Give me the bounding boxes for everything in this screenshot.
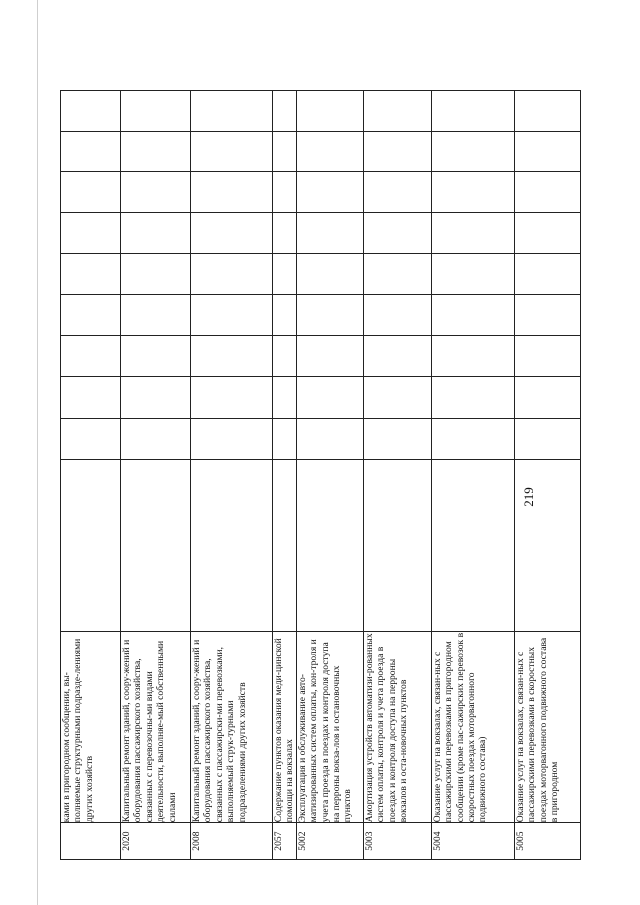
empty-value-cell (273, 171, 297, 212)
empty-value-cell (514, 377, 580, 418)
empty-value-cell (61, 171, 121, 212)
empty-value-cell (296, 171, 363, 212)
empty-value-cell (121, 253, 191, 294)
empty-value-cell (61, 377, 121, 418)
empty-value-cell (121, 377, 191, 418)
empty-value-cell (296, 253, 363, 294)
table-row (431, 91, 514, 860)
empty-value-cell (61, 253, 121, 294)
row-description-cell: Эксплуатация и обслуживание авто-матизированных систем оплаты, кон-троля и учета проезда в поездах и контроля доступа на перроны вокза-лов и остановочных пунктов (296, 631, 363, 823)
table-row (273, 91, 297, 860)
empty-value-cell (121, 171, 191, 212)
row-code-cell: 2057 (273, 823, 297, 860)
empty-value-cell (431, 295, 514, 336)
empty-value-cell (431, 132, 514, 171)
empty-value-cell (61, 91, 121, 132)
empty-value-cell (273, 418, 297, 459)
empty-value-cell (273, 377, 297, 418)
empty-value-cell (191, 171, 273, 212)
table-row (514, 91, 580, 860)
empty-value-cell (514, 212, 580, 253)
empty-value-cell (121, 459, 191, 631)
empty-value-cell (191, 132, 273, 171)
empty-value-cell (296, 212, 363, 253)
empty-value-cell (191, 212, 273, 253)
empty-value-cell (61, 459, 121, 631)
row-code-cell: 2020 (121, 823, 191, 860)
empty-value-cell (431, 91, 514, 132)
empty-value-cell (191, 336, 273, 377)
empty-value-cell (273, 336, 297, 377)
empty-value-cell (61, 295, 121, 336)
row-description-cell: Содержание пунктов оказания меди-цинской помощи на вокзалах (273, 631, 297, 823)
empty-value-cell (514, 295, 580, 336)
empty-value-cell (273, 91, 297, 132)
empty-value-cell (296, 418, 363, 459)
scan-edge-line (37, 0, 38, 905)
empty-value-cell (431, 459, 514, 631)
empty-value-cell (191, 418, 273, 459)
empty-value-cell (431, 253, 514, 294)
table-row (121, 91, 191, 860)
empty-value-cell (273, 212, 297, 253)
empty-value-cell (273, 132, 297, 171)
empty-value-cell (273, 459, 297, 631)
table-row (296, 91, 363, 860)
row-description-cell: Оказание услуг на вокзалах, связан-ных с пассажирскими перевозками в скоростных поездах моторвагонного подвижного состава в пригородном (514, 631, 580, 823)
empty-value-cell (61, 212, 121, 253)
empty-value-cell (363, 377, 431, 418)
expense-items-table (60, 90, 581, 860)
row-description-cell: Капитальный ремонт зданий, соору-жений и оборудования пассажирского хозяйства, связанных с пассажирски-ми перевозками, выполняемый струк-турными подразделениями других хозяйств (191, 631, 273, 823)
row-code-cell: 5004 (431, 823, 514, 860)
empty-value-cell (273, 295, 297, 336)
empty-value-cell (296, 377, 363, 418)
empty-value-cell (514, 253, 580, 294)
empty-value-cell (191, 253, 273, 294)
empty-value-cell (191, 91, 273, 132)
empty-value-cell (61, 418, 121, 459)
empty-value-cell (296, 295, 363, 336)
row-code-cell: 5005 (514, 823, 580, 860)
row-code-cell (61, 823, 121, 860)
table-row (61, 91, 121, 860)
page-number: 219 (521, 487, 536, 507)
empty-value-cell (431, 418, 514, 459)
empty-value-cell (363, 459, 431, 631)
empty-value-cell (273, 253, 297, 294)
empty-value-cell (363, 132, 431, 171)
row-description-cell: Капитальный ремонт зданий, соору-жений и оборудования пассажирского хозяйства, связанных с перевозочны-ми видами деятельности, выполняе-мый собственными силами (121, 631, 191, 823)
empty-value-cell (296, 132, 363, 171)
empty-value-cell (514, 418, 580, 459)
rotated-table-page (60, 90, 561, 860)
empty-value-cell (61, 132, 121, 171)
empty-value-cell (514, 171, 580, 212)
empty-value-cell (121, 418, 191, 459)
empty-value-cell (514, 336, 580, 377)
empty-value-cell (363, 418, 431, 459)
empty-value-cell (363, 336, 431, 377)
empty-value-cell (431, 377, 514, 418)
empty-value-cell (296, 459, 363, 631)
empty-value-cell (514, 132, 580, 171)
empty-value-cell (61, 336, 121, 377)
empty-value-cell (121, 336, 191, 377)
empty-value-cell (431, 212, 514, 253)
empty-value-cell (191, 295, 273, 336)
empty-value-cell (296, 336, 363, 377)
table-row (363, 91, 431, 860)
empty-value-cell (191, 459, 273, 631)
empty-value-cell (431, 336, 514, 377)
empty-value-cell (431, 171, 514, 212)
empty-value-cell (121, 91, 191, 132)
row-description-cell: Оказание услуг на вокзалах, связан-ных с пассажирскими перевозками в пригородном сообщении (кроме пас-сажирских перевозок в скоростных поездах моторвагонного подвижного состава) (431, 631, 514, 823)
empty-value-cell (191, 377, 273, 418)
empty-value-cell (514, 91, 580, 132)
empty-value-cell (121, 212, 191, 253)
row-code-cell: 5002 (296, 823, 363, 860)
empty-value-cell (121, 132, 191, 171)
table-row (191, 91, 273, 860)
empty-value-cell (121, 295, 191, 336)
row-code-cell: 5003 (363, 823, 431, 860)
row-description-cell: Амортизация устройств автоматизи-рованных систем оплаты, контроля и учета проезда в поездах и контроля доступа на перроны вокзалов и оста-новочных пунктов (363, 631, 431, 823)
row-description-cell: ками в пригородном сообщении, вы-полняемые структурными подразде-лениями других хозяйств (61, 631, 121, 823)
empty-value-cell (363, 212, 431, 253)
empty-value-cell (296, 91, 363, 132)
row-code-cell: 2008 (191, 823, 273, 860)
empty-value-cell (363, 295, 431, 336)
empty-value-cell (363, 253, 431, 294)
empty-value-cell (363, 171, 431, 212)
empty-value-cell (363, 91, 431, 132)
